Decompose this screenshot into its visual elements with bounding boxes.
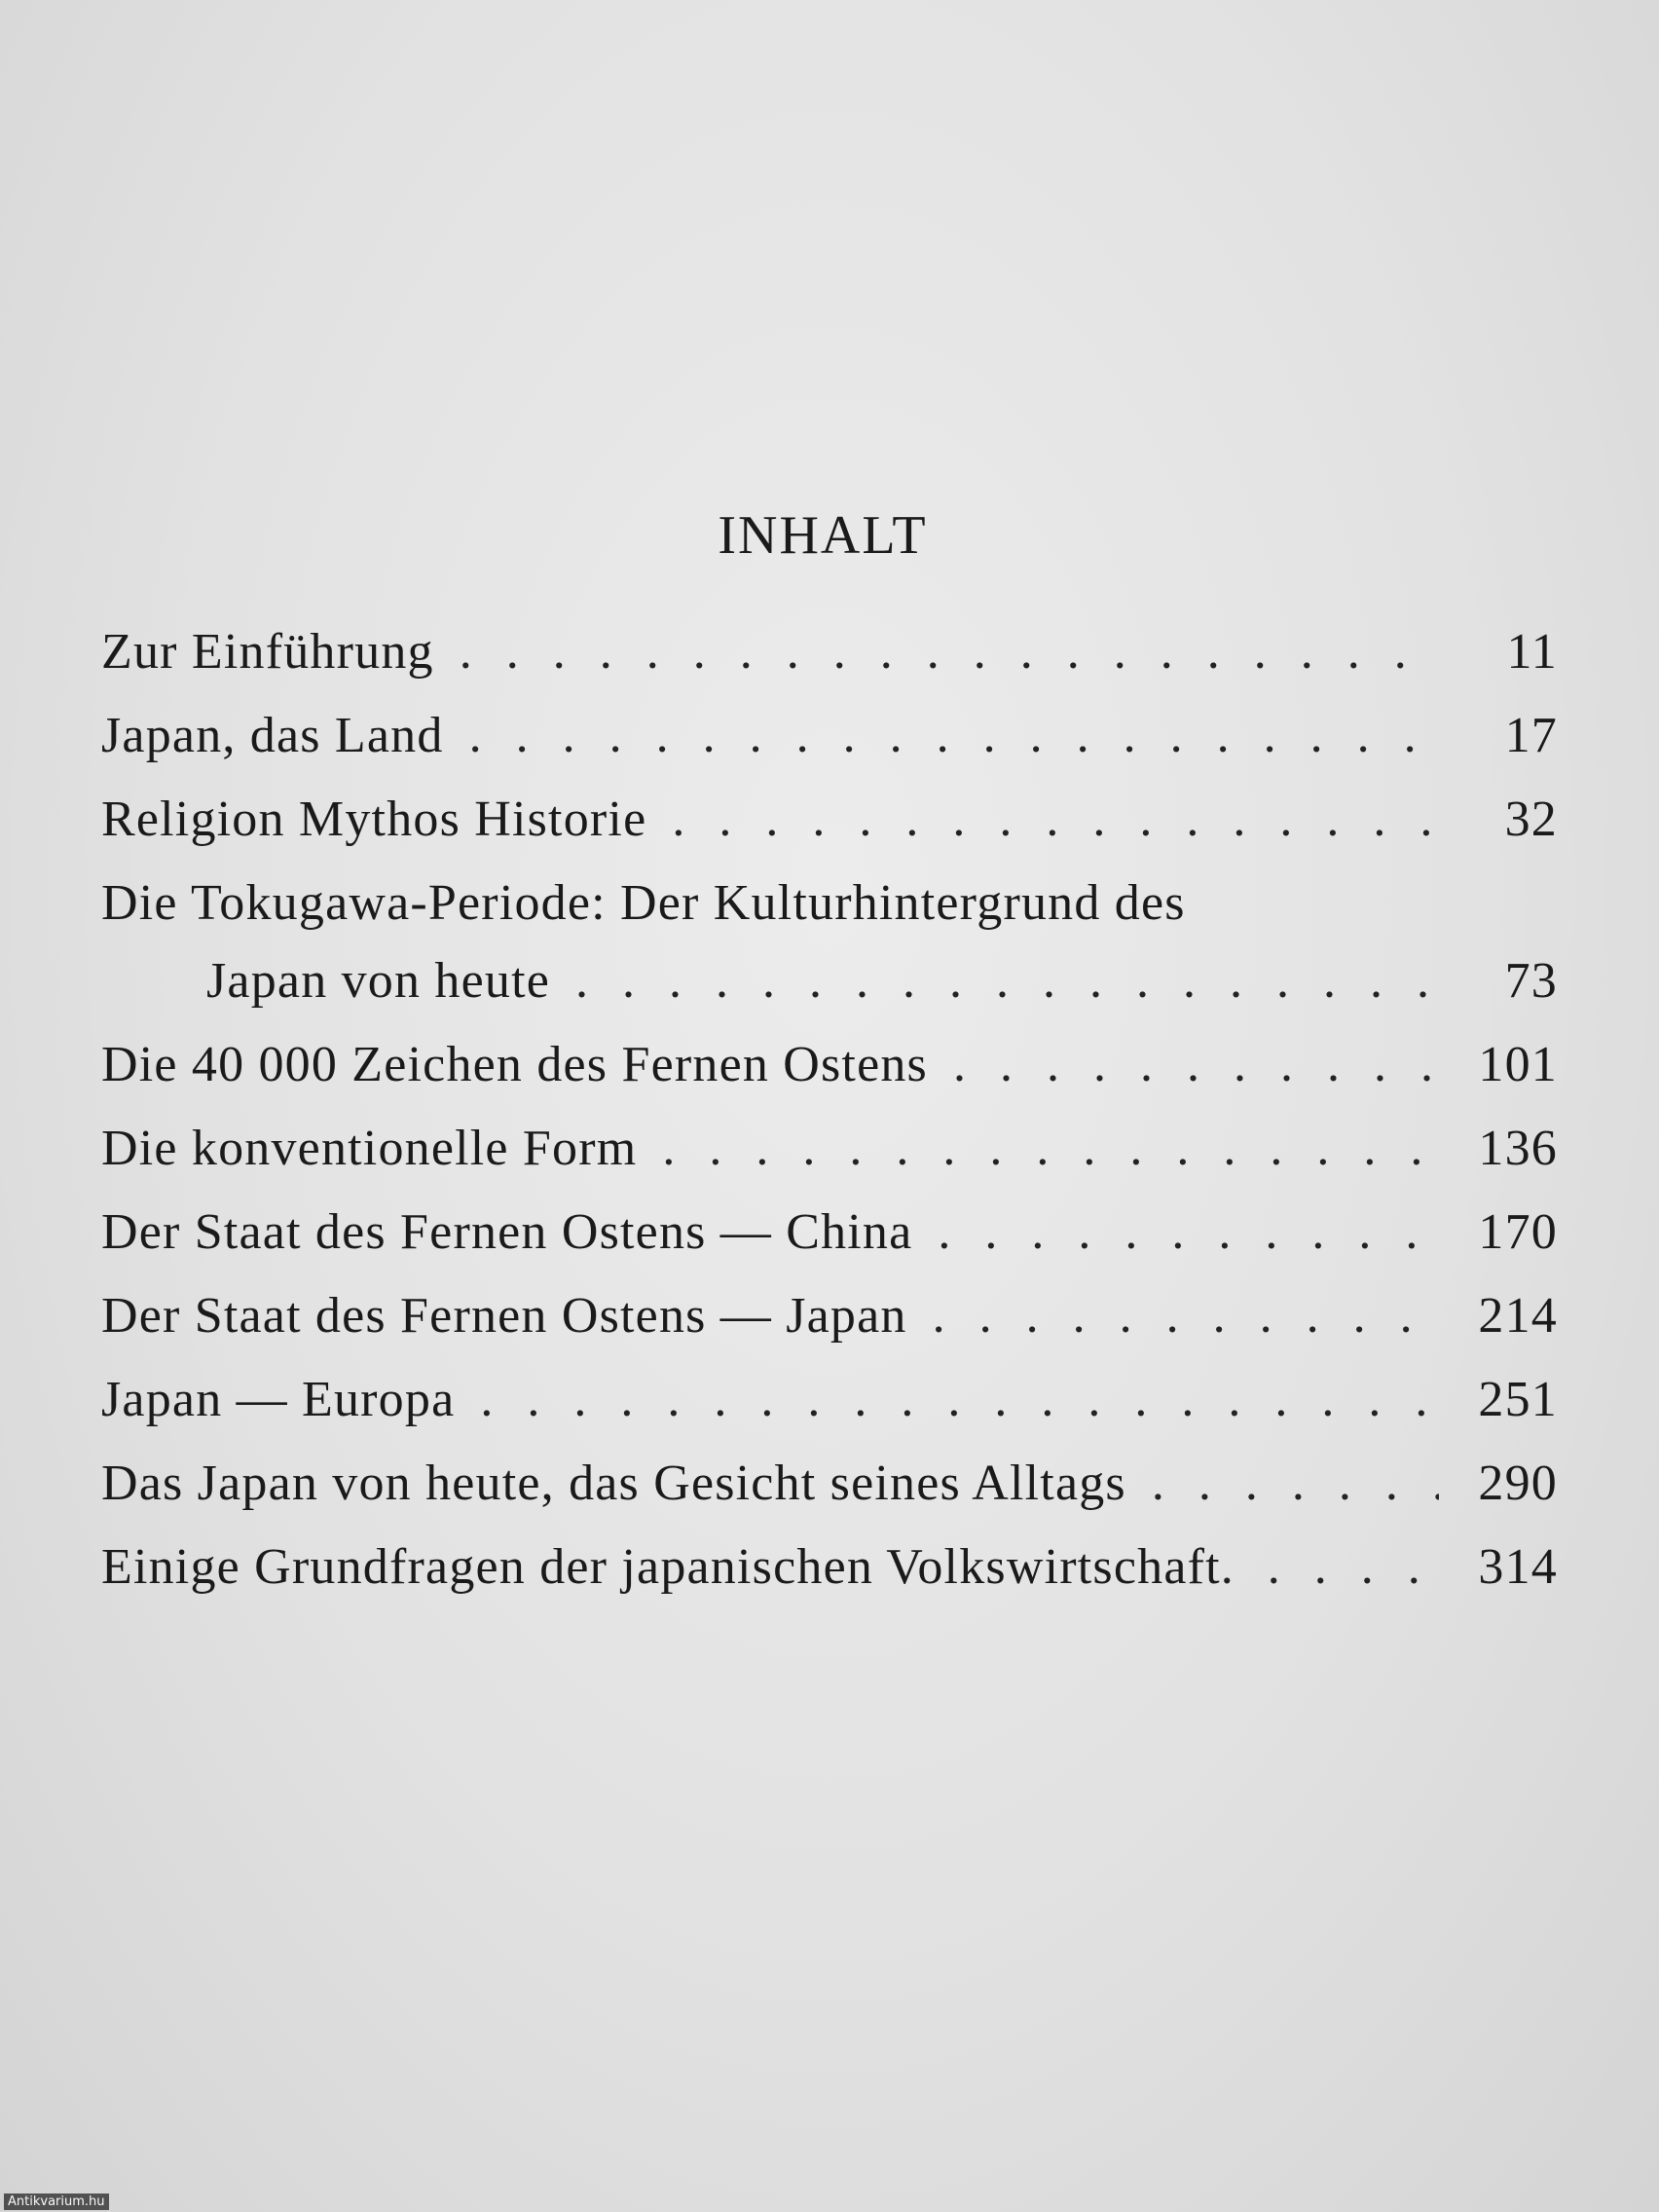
- toc-entry-label: Zur Einführung: [101, 624, 434, 680]
- toc-entry-page: 136: [1478, 1121, 1558, 1176]
- dot-leader: [938, 1203, 1439, 1261]
- toc-entry-page: 214: [1478, 1288, 1558, 1344]
- toc-entry-page: 73: [1504, 953, 1558, 1009]
- toc-entry: [101, 1036, 1558, 1120]
- toc-entry-label: Japan — Europa: [101, 1372, 456, 1427]
- dot-leader: [1152, 1455, 1439, 1512]
- toc-entry-page: 314: [1478, 1539, 1558, 1595]
- dot-leader: [933, 1287, 1439, 1345]
- toc-entry-page: 290: [1478, 1456, 1558, 1511]
- dot-leader: [672, 791, 1439, 848]
- toc-entry-label: Das Japan von heute, das Gesicht seines Alltags: [101, 1456, 1126, 1511]
- dot-leader: [662, 1120, 1439, 1177]
- toc-entry: [101, 1120, 1558, 1203]
- watermark: Antikvarium.hu: [4, 2194, 109, 2210]
- toc-entry-page: 17: [1504, 708, 1558, 763]
- toc-entry: [101, 1538, 1558, 1622]
- dot-leader: [469, 707, 1439, 764]
- toc-entry-label-line2: Japan von heute: [206, 953, 551, 1009]
- toc-entry-label: Die konventionelle Form: [101, 1121, 638, 1176]
- toc-entry: [101, 1203, 1558, 1287]
- toc-entry-page: 101: [1478, 1037, 1558, 1092]
- toc-entry-page: 11: [1506, 624, 1558, 680]
- dot-leader: [1221, 1538, 1439, 1596]
- toc-entry-label: Der Staat des Fernen Ostens — Japan: [101, 1288, 907, 1344]
- toc-entry: [101, 874, 1558, 1036]
- toc-entry-label: Religion Mythos Historie: [101, 792, 647, 847]
- toc-entry: [101, 623, 1558, 707]
- toc-entry-label: Der Staat des Fernen Ostens — China: [101, 1204, 913, 1260]
- toc-entry-label: Die 40 000 Zeichen des Fernen Ostens: [101, 1037, 928, 1092]
- toc-entry-page: 32: [1504, 792, 1558, 847]
- toc-entry: [101, 707, 1558, 791]
- toc-entry: [101, 1455, 1558, 1538]
- toc-entry-page: 170: [1478, 1204, 1558, 1260]
- dot-leader: [460, 623, 1439, 681]
- toc-entry-page: 251: [1478, 1372, 1558, 1427]
- table-of-contents: [101, 623, 1558, 1622]
- toc-entry-label: Japan, das Land: [101, 708, 444, 763]
- toc-entry: [101, 1287, 1558, 1371]
- dot-leader: [953, 1036, 1439, 1093]
- toc-entry: [101, 1371, 1558, 1455]
- dot-leader: [575, 952, 1439, 1010]
- toc-entry-label: Einige Grundfragen der japanischen Volkswirtschaft: [101, 1539, 1221, 1595]
- page-title: INHALT: [718, 505, 928, 566]
- dot-leader: [480, 1371, 1439, 1428]
- toc-entry-label-line1: Die Tokugawa-Periode: Der Kulturhintergrund des: [101, 875, 1186, 931]
- toc-entry: [101, 791, 1558, 874]
